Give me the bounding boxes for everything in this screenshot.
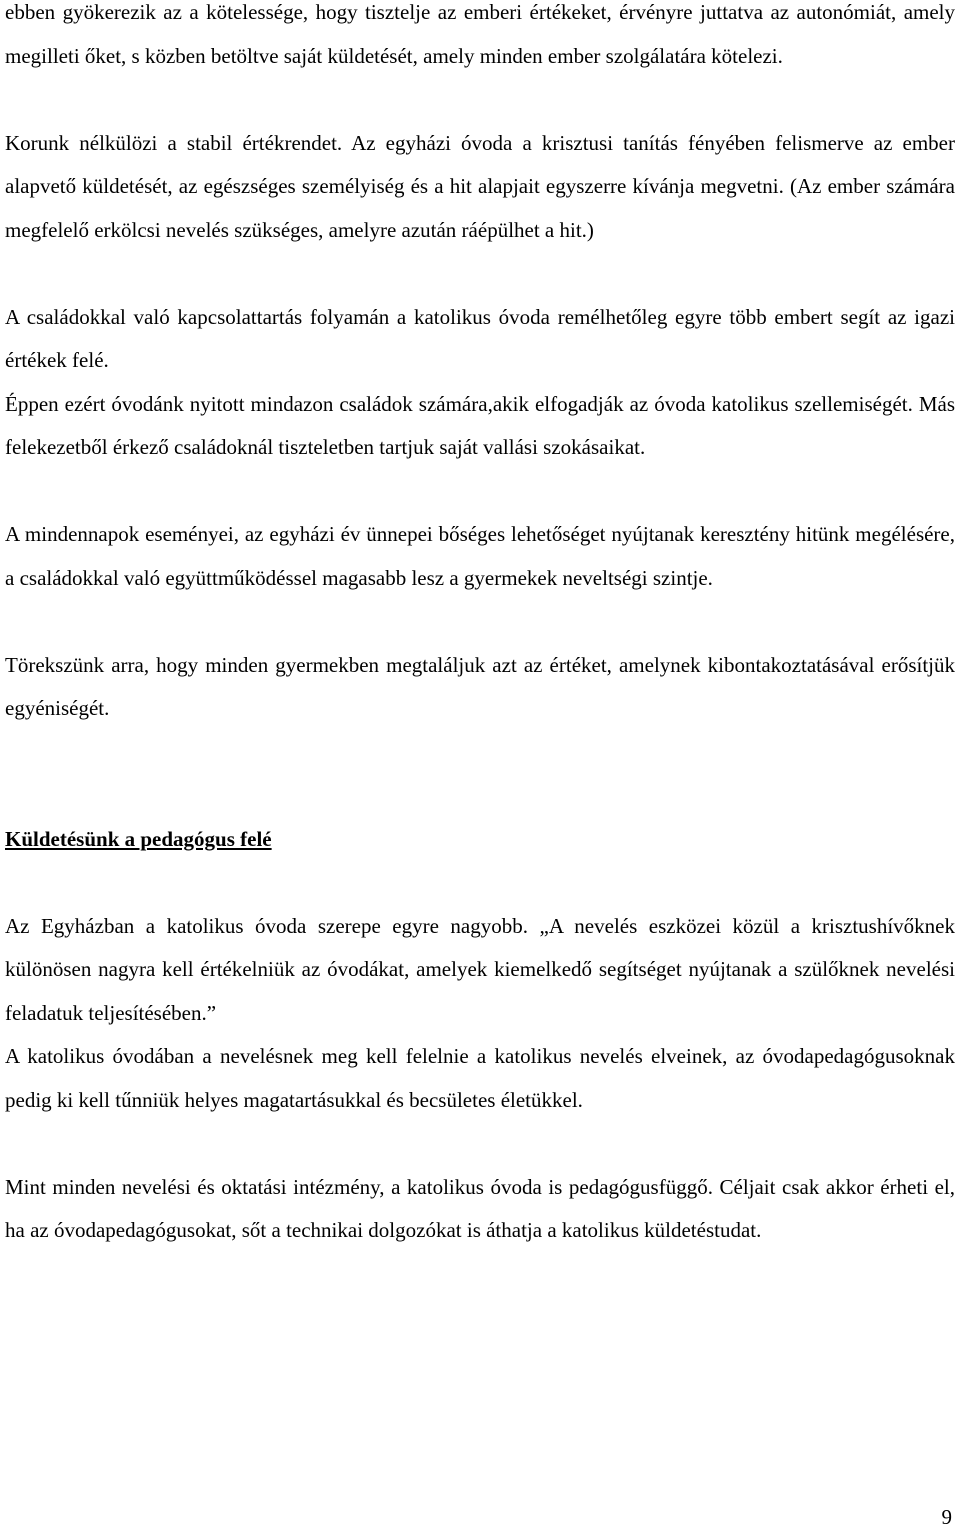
- paragraph-9: Mint minden nevelési és oktatási intézmény, a katolikus óvoda is pedagógusfüggő. Céljait csak akkor érheti el, ha az óvodapedagógusokat, sőt a technikai dolgozókat is áthatja a katolikus küldetéstudat.: [5, 1174, 955, 1242]
- paragraph-2: Korunk nélkülözi a stabil értékrendet. Az egyházi óvoda a krisztusi tanítás fényében felismerve az ember alapvető küldetését, az egészséges személyiség és a hit alapjait egyszerre kívánja megvetni. (Az ember számára megfelelő erkölcsi nevelés szükséges, amelyre azután ráépülhet a hit.): [5, 130, 955, 242]
- document-page: [5, 0, 955, 1253]
- section-heading: Küldetésünk a pedagógus felé: [5, 826, 272, 851]
- paragraph-6: Törekszünk arra, hogy minden gyermekben megtaláljuk azt az értéket, amelynek kibontakoztatásával erősítjük egyéniségét.: [5, 652, 955, 720]
- paragraph-1: ebben gyökerezik az a kötelessége, hogy tisztelje az emberi értékeket, érvényre juttatva az autonómiát, amely megilleti őket, s közben betöltve saját küldetését, amely minden ember szolgálatára kötelezi.: [5, 0, 955, 68]
- page-number: 9: [941, 1505, 952, 1529]
- paragraph-3: A családokkal való kapcsolattartás folyamán a katolikus óvoda remélhetőleg egyre több embert segít az igazi értékek felé.: [5, 304, 955, 372]
- paragraph-4: Éppen ezért óvodánk nyitott mindazon családok számára,akik elfogadják az óvoda katolikus szellemiségét. Más felekezetből érkező családoknál tiszteletben tartjuk saját vallási szokásaikat.: [5, 391, 955, 459]
- paragraph-8: A katolikus óvodában a nevelésnek meg kell felelnie a katolikus nevelés elveinek, az óvodapedagógusoknak pedig ki kell tűnniük helyes magatartásukkal és becsületes életükkel.: [5, 1044, 955, 1112]
- paragraph-7: Az Egyházban a katolikus óvoda szerepe egyre nagyobb. „A nevelés eszközei közül a krisztushívőknek különösen nagyra kell értékelniük az óvodákat, amelyek kiemelkedő segítséget nyújtanak a szülőknek nevelési feladatuk teljesítésében.”: [5, 913, 955, 1025]
- paragraph-5: A mindennapok eseményei, az egyházi év ünnepei bőséges lehetőséget nyújtanak keresztény hitünk megélésére, a családokkal való együttműködéssel magasabb lesz a gyermekek neveltségi szintje.: [5, 522, 955, 590]
